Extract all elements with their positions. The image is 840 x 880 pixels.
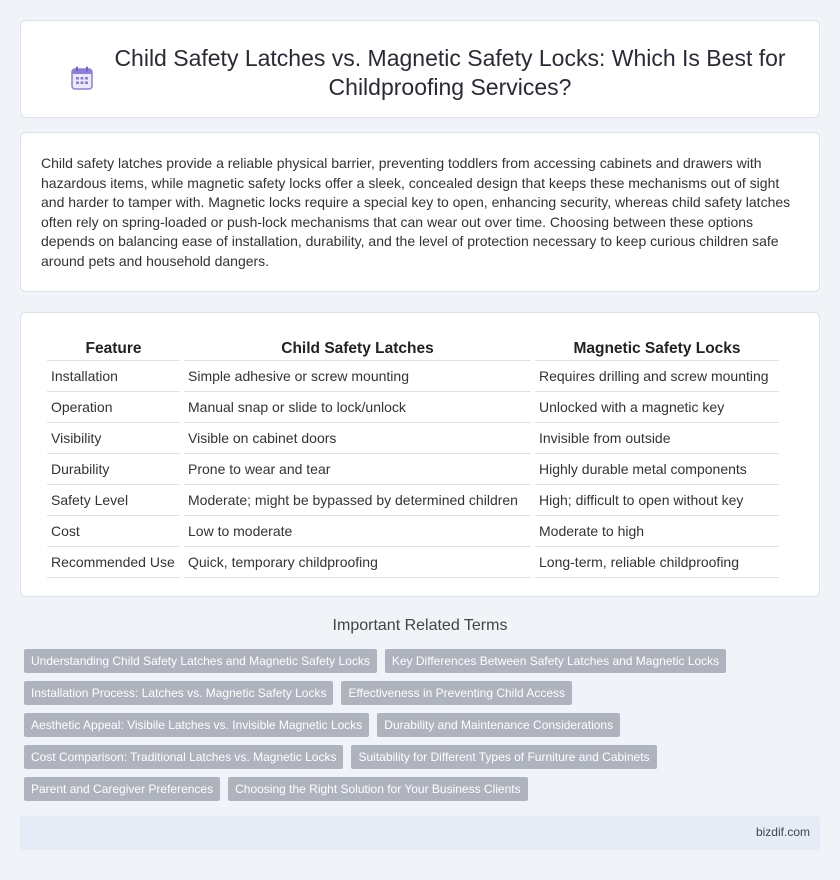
page-title: Child Safety Latches vs. Magnetic Safety Locks: Which Is Best for Childproofing Services?: [114, 45, 786, 100]
related-term-tag[interactable]: Parent and Caregiver Preferences: [24, 777, 220, 801]
related-term-tag[interactable]: Installation Process: Latches vs. Magnetic Safety Locks: [24, 681, 333, 705]
related-term-tag[interactable]: Durability and Maintenance Considerations: [377, 713, 620, 737]
magnetic-cell: Unlocked with a magnetic key: [535, 392, 779, 423]
tag-row: [24, 745, 824, 769]
related-terms-title: Important Related Terms: [332, 617, 508, 634]
related-terms-list: [24, 649, 824, 809]
related-term-tag[interactable]: Understanding Child Safety Latches and Magnetic Safety Locks: [24, 649, 377, 673]
table-row: [47, 361, 779, 392]
tag-row: [24, 777, 824, 801]
related-term-tag[interactable]: Key Differences Between Safety Latches and Magnetic Locks: [385, 649, 726, 673]
tag-row: [24, 649, 824, 673]
intro-paragraph: Child safety latches provide a reliable physical barrier, preventing toddlers from accessing cabinets and drawers with hazardous items, while magnetic safety locks offer a sleek, concealed design that keeps these mechanisms out of sight and harder to tamper with. Magnetic locks require a special key to open, enhancing security, whereas child safety latches often rely on spring-loaded or push-lock mechanisms that can wear out over time. Choosing between these options depends on balancing ease of installation, durability, and the level of protection necessary to keep curious children safe around pets and household dangers.: [41, 155, 791, 269]
latches-cell: Moderate; might be bypassed by determined children: [184, 485, 531, 516]
feature-cell: Visibility: [47, 423, 180, 454]
tag-row: [24, 681, 824, 705]
magnetic-cell: Invisible from outside: [535, 423, 779, 454]
related-term-tag[interactable]: Effectiveness in Preventing Child Access: [341, 681, 572, 705]
related-term-tag[interactable]: Choosing the Right Solution for Your Business Clients: [228, 777, 528, 801]
feature-cell: Operation: [47, 392, 180, 423]
feature-cell: Durability: [47, 454, 180, 485]
latches-cell: Quick, temporary childproofing: [184, 547, 531, 578]
table-row: [47, 392, 779, 423]
magnetic-cell: High; difficult to open without key: [535, 485, 779, 516]
latches-cell: Simple adhesive or screw mounting: [184, 361, 531, 392]
table-header-row: [47, 335, 779, 361]
feature-cell: Installation: [47, 361, 180, 392]
related-term-tag[interactable]: Aesthetic Appeal: Visibile Latches vs. Invisible Magnetic Locks: [24, 713, 369, 737]
table-row: [47, 423, 779, 454]
magnetic-cell: Requires drilling and screw mounting: [535, 361, 779, 392]
table-row: [47, 454, 779, 485]
header-feature: Feature: [47, 335, 180, 361]
footer: [20, 816, 820, 850]
magnetic-cell: Long-term, reliable childproofing: [535, 547, 779, 578]
feature-cell: Safety Level: [47, 485, 180, 516]
related-term-tag[interactable]: Cost Comparison: Traditional Latches vs. Magnetic Locks: [24, 745, 343, 769]
latches-cell: Prone to wear and tear: [184, 454, 531, 485]
magnetic-cell: Moderate to high: [535, 516, 779, 547]
table-row: [47, 516, 779, 547]
comparison-table-card: [20, 312, 820, 597]
table-row: [47, 547, 779, 578]
comparison-table: [43, 335, 783, 578]
latches-cell: Low to moderate: [184, 516, 531, 547]
latches-cell: Visible on cabinet doors: [184, 423, 531, 454]
magnetic-cell: Highly durable metal components: [535, 454, 779, 485]
header-child-safety-latches: Child Safety Latches: [184, 335, 531, 361]
table-row: [47, 485, 779, 516]
feature-cell: Recommended Use: [47, 547, 180, 578]
feature-cell: Cost: [47, 516, 180, 547]
related-term-tag[interactable]: Suitability for Different Types of Furniture and Cabinets: [351, 745, 656, 769]
footer-site-link[interactable]: bizdif.com: [755, 825, 810, 839]
intro-card: [20, 132, 820, 292]
latches-cell: Manual snap or slide to lock/unlock: [184, 392, 531, 423]
header-magnetic-safety-locks: Magnetic Safety Locks: [535, 335, 779, 361]
tag-row: [24, 713, 824, 737]
